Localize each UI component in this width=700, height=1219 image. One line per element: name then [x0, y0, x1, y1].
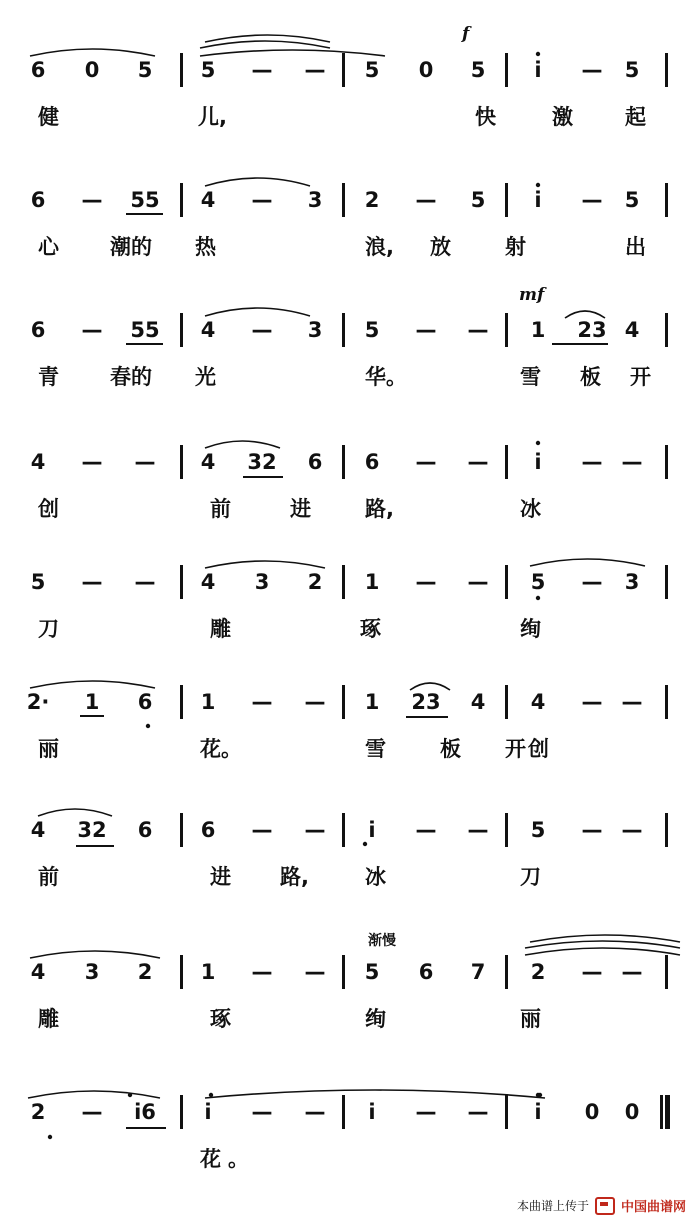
note: —	[581, 960, 603, 984]
bar-line	[342, 813, 345, 847]
note: i	[534, 58, 542, 82]
lyric: 丽	[38, 737, 59, 761]
octave-dot	[128, 1093, 132, 1097]
bar-line	[180, 445, 183, 479]
note: —	[621, 960, 643, 984]
note: 55	[130, 188, 160, 212]
slur	[530, 559, 645, 566]
note: —	[251, 188, 273, 212]
lyric: 射	[505, 235, 526, 259]
note: 4	[200, 318, 216, 342]
note: 0	[84, 58, 100, 82]
slur	[205, 1090, 545, 1098]
note: 1	[364, 570, 380, 594]
note: —	[251, 690, 273, 714]
slur	[410, 683, 450, 690]
lyric: 进	[210, 865, 231, 889]
lyric: 华。	[365, 365, 407, 389]
note: 1	[200, 960, 216, 984]
note: —	[581, 58, 603, 82]
bar-line	[665, 53, 668, 87]
note: 6	[137, 690, 153, 714]
note: 5	[137, 58, 153, 82]
slur	[525, 948, 680, 955]
bar-line	[665, 685, 668, 719]
lyric: 雕	[38, 1007, 59, 1031]
note: 2	[307, 570, 323, 594]
note: —	[581, 690, 603, 714]
note: —	[81, 318, 103, 342]
note: —	[81, 570, 103, 594]
note: —	[304, 58, 326, 82]
octave-dot	[48, 1135, 52, 1139]
bar-line	[342, 53, 345, 87]
bar-line	[505, 565, 508, 599]
lyric: 儿,	[198, 105, 227, 129]
site-logo-icon	[595, 1197, 615, 1215]
site-brand: 中国曲谱网	[620, 1200, 686, 1215]
note: 23	[577, 318, 607, 342]
note: —	[581, 188, 603, 212]
note: —	[581, 818, 603, 842]
note: —	[581, 570, 603, 594]
note: 32	[77, 818, 107, 842]
bar-line	[342, 685, 345, 719]
note: 7	[470, 960, 486, 984]
note: i6	[134, 1100, 156, 1124]
note: 4	[200, 570, 216, 594]
upload-text: 本曲谱上传于	[516, 1199, 589, 1213]
note: 4	[470, 690, 486, 714]
bar-line	[505, 813, 508, 847]
note: 4	[30, 450, 46, 474]
bar-line	[665, 955, 668, 989]
note: 1	[530, 318, 546, 342]
note: 4	[530, 690, 546, 714]
octave-dot	[209, 1093, 213, 1097]
lyric: 心	[38, 235, 59, 259]
bar-line	[505, 445, 508, 479]
note: 6	[30, 318, 46, 342]
bar-line	[342, 1095, 345, 1129]
lyric: 进	[290, 497, 311, 521]
note: 5	[470, 58, 486, 82]
lyric: 创	[38, 497, 59, 521]
slur	[28, 1091, 160, 1098]
note: —	[251, 1100, 273, 1124]
note: —	[251, 960, 273, 984]
slur	[200, 50, 385, 56]
note: 5	[624, 188, 640, 212]
slur	[525, 941, 680, 948]
lyric: 开	[630, 365, 651, 389]
bar-line	[180, 685, 183, 719]
bar-line	[180, 53, 183, 87]
lyric: 绚	[365, 1007, 386, 1031]
lyric: 丽	[520, 1007, 541, 1031]
note: 6	[137, 818, 153, 842]
note: 0	[584, 1100, 600, 1124]
bar-line	[180, 1095, 183, 1129]
octave-dot	[538, 1093, 542, 1097]
note: 6	[200, 818, 216, 842]
note: 1	[84, 690, 100, 714]
lyric: 刀	[520, 865, 541, 889]
note: —	[415, 1100, 437, 1124]
lyric: 浪,	[365, 235, 394, 259]
bar-line	[665, 445, 668, 479]
note: 5	[624, 58, 640, 82]
slur	[30, 49, 155, 56]
note: 55	[130, 318, 160, 342]
note: 23	[411, 690, 441, 714]
note: —	[304, 960, 326, 984]
bar-line	[342, 565, 345, 599]
note: —	[467, 818, 489, 842]
note: —	[415, 318, 437, 342]
note: —	[621, 818, 643, 842]
footer-credit	[517, 1196, 686, 1215]
bar-line	[505, 1095, 508, 1129]
octave-dot	[536, 596, 540, 600]
lyric: 光	[195, 365, 216, 389]
note: 1	[364, 690, 380, 714]
note: —	[251, 818, 273, 842]
bar-line	[505, 53, 508, 87]
note: —	[415, 188, 437, 212]
bar-line	[505, 313, 508, 347]
note: 2	[530, 960, 546, 984]
note: 5	[530, 818, 546, 842]
note: 1	[200, 690, 216, 714]
note: 4	[30, 818, 46, 842]
lyric: 绚	[520, 617, 541, 641]
note: —	[467, 450, 489, 474]
note: —	[251, 58, 273, 82]
lyric: 前	[210, 497, 231, 521]
note: —	[81, 188, 103, 212]
lyric: 琢	[360, 617, 381, 641]
note: 5	[470, 188, 486, 212]
lyric: 路,	[280, 865, 309, 889]
octave-dot	[146, 724, 150, 728]
bar-line	[180, 955, 183, 989]
slur	[205, 561, 325, 568]
lyric: 路,	[365, 497, 394, 521]
lyric: 琢	[210, 1007, 231, 1031]
note: —	[134, 570, 156, 594]
bar-line	[180, 813, 183, 847]
note: 3	[624, 570, 640, 594]
lyric: 开	[505, 737, 526, 761]
note: i	[534, 188, 542, 212]
bar-line	[665, 313, 668, 347]
lyric: 潮的	[110, 235, 152, 259]
lyric: 健	[38, 105, 59, 129]
lyric: 激	[552, 105, 573, 129]
note: 3	[84, 960, 100, 984]
note: 6	[364, 450, 380, 474]
note: 4	[624, 318, 640, 342]
note: 6	[30, 58, 46, 82]
slur	[205, 178, 310, 186]
lyric: 冰	[365, 865, 386, 889]
note: —	[581, 450, 603, 474]
note: 5	[364, 58, 380, 82]
slur	[38, 809, 112, 816]
note: —	[467, 570, 489, 594]
tempo-ritardando: 渐慢	[368, 933, 396, 949]
bar-line	[342, 445, 345, 479]
lyric: 雪	[520, 365, 541, 389]
note: 6	[307, 450, 323, 474]
note: 0	[418, 58, 434, 82]
lyric: 创	[528, 737, 549, 761]
lyric: 前	[38, 865, 59, 889]
note: 4	[200, 188, 216, 212]
note: i	[368, 1100, 376, 1124]
note: 3	[307, 188, 323, 212]
bar-line	[665, 183, 668, 217]
octave-dot	[536, 52, 540, 56]
lyric: 刀	[38, 617, 59, 641]
note: —	[304, 690, 326, 714]
lyric: 雕	[210, 617, 231, 641]
slur	[205, 441, 280, 448]
note: —	[415, 570, 437, 594]
note: 32	[247, 450, 277, 474]
dynamic-forte: f	[462, 24, 470, 44]
lyric: 板	[440, 737, 461, 761]
lyric: 。	[228, 1147, 249, 1171]
note: 3	[254, 570, 270, 594]
lyric: 放	[430, 235, 451, 259]
note: —	[134, 450, 156, 474]
bar-line	[665, 813, 668, 847]
note: —	[415, 818, 437, 842]
slur	[200, 41, 330, 48]
note: —	[81, 1100, 103, 1124]
note: —	[304, 1100, 326, 1124]
bar-line	[505, 183, 508, 217]
note: 2	[137, 960, 153, 984]
note: i	[368, 818, 376, 842]
bar-line	[505, 685, 508, 719]
note: —	[621, 690, 643, 714]
slur	[205, 308, 310, 316]
note: —	[621, 450, 643, 474]
slur	[30, 681, 155, 688]
note: —	[304, 818, 326, 842]
slur	[565, 311, 605, 318]
octave-dot	[363, 842, 367, 846]
note: 6	[418, 960, 434, 984]
note: 4	[200, 450, 216, 474]
lyric: 花	[200, 1147, 221, 1171]
lyric: 起	[625, 105, 646, 129]
note: 0	[624, 1100, 640, 1124]
note: 2	[364, 188, 380, 212]
bar-line	[342, 183, 345, 217]
lyric: 出	[625, 235, 646, 259]
note: 5	[200, 58, 216, 82]
note: 5	[530, 570, 546, 594]
octave-dot	[536, 183, 540, 187]
bar-line	[180, 183, 183, 217]
lyric: 冰	[520, 497, 541, 521]
note: —	[81, 450, 103, 474]
bar-line	[342, 955, 345, 989]
note: —	[415, 450, 437, 474]
lyric: 快	[475, 105, 496, 129]
final-bar-line	[660, 1095, 663, 1129]
note: 5	[364, 318, 380, 342]
bar-line	[180, 313, 183, 347]
dynamic-mezzo-forte: mf	[519, 285, 545, 305]
bar-line	[505, 955, 508, 989]
lyric: 雪	[365, 737, 386, 761]
lyric: 花。	[200, 737, 242, 761]
bar-line	[665, 1095, 670, 1129]
note: —	[467, 1100, 489, 1124]
slur	[30, 951, 160, 958]
note: —	[251, 318, 273, 342]
note: 5	[30, 570, 46, 594]
note: 5	[364, 960, 380, 984]
lyric: 春的	[110, 365, 152, 389]
note: 6	[30, 188, 46, 212]
bar-line	[342, 313, 345, 347]
note: 2·	[26, 690, 50, 714]
lyric: 板	[580, 365, 601, 389]
octave-dot	[536, 441, 540, 445]
note: i	[204, 1100, 212, 1124]
note: i	[534, 1100, 542, 1124]
bar-line	[665, 565, 668, 599]
note: —	[467, 318, 489, 342]
note: i	[534, 450, 542, 474]
note: 2	[30, 1100, 46, 1124]
bar-line	[180, 565, 183, 599]
lyric: 热	[195, 235, 216, 259]
lyric: 青	[38, 365, 59, 389]
note: 4	[30, 960, 46, 984]
note: 3	[307, 318, 323, 342]
